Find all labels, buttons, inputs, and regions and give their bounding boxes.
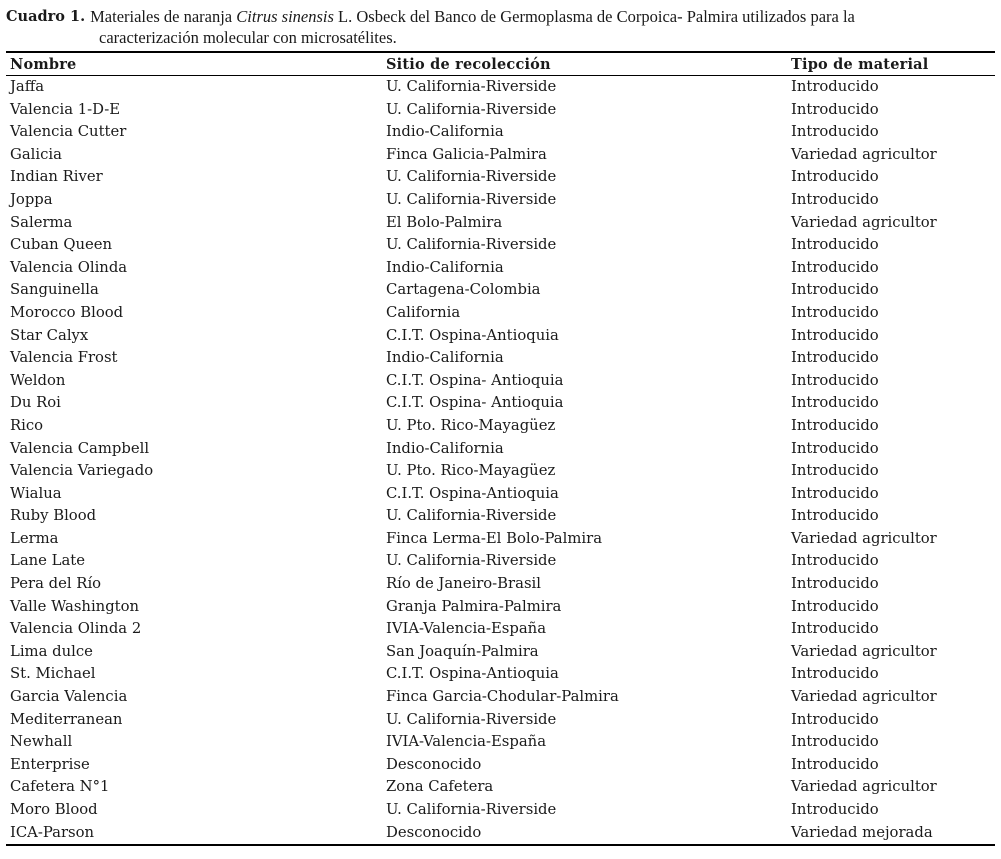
table-row [6, 76, 995, 99]
cell-sitio: Cartagena-Colombia [386, 281, 541, 299]
table-row [6, 347, 995, 370]
cell-nombre: Garcia Valencia [10, 688, 128, 706]
cell-tipo: Introducido [791, 190, 879, 208]
table-row [6, 189, 995, 212]
table-row [6, 550, 995, 573]
cell-sitio: U. Pto. Rico-Mayagüez [386, 416, 556, 434]
cell-sitio: U. California-Riverside [386, 100, 557, 118]
cell-nombre: Indian River [10, 168, 103, 186]
cell-nombre: Lane Late [10, 552, 85, 570]
table-row [6, 99, 995, 122]
cell-sitio: U. California-Riverside [386, 190, 557, 208]
cell-sitio: California [386, 303, 461, 321]
cell-nombre: Mediterranean [10, 710, 123, 728]
caption-label: Cuadro 1. [6, 8, 86, 25]
cell-sitio: El Bolo-Palmira [386, 213, 503, 231]
cell-tipo: Variedad mejorada [791, 823, 933, 841]
cell-sitio: U. California-Riverside [386, 78, 557, 95]
cell-tipo: Introducido [791, 394, 879, 412]
cell-sitio: Indio-California [386, 349, 504, 367]
cell-nombre: Valle Washington [10, 597, 140, 615]
table-row [6, 686, 995, 709]
cell-nombre: ICA-Parson [10, 823, 95, 841]
caption-text-part: Materiales de naranja [90, 7, 237, 26]
cell-sitio: Indio-California [386, 439, 504, 457]
cell-nombre: Galicia [10, 145, 62, 163]
table-body [6, 76, 995, 846]
cell-sitio: Finca Lerma-El Bolo-Palmira [386, 529, 603, 547]
cell-nombre: Cafetera N°1 [10, 778, 110, 796]
cell-tipo: Introducido [791, 303, 879, 321]
cell-sitio: Indio-California [386, 123, 504, 141]
cell-tipo: Introducido [791, 597, 879, 615]
cell-tipo: Introducido [791, 258, 879, 276]
cell-tipo: Variedad agricultor [791, 688, 937, 706]
cell-tipo: Introducido [791, 575, 879, 593]
cell-sitio: Finca Garcia-Chodular-Palmira [386, 688, 619, 706]
table-caption [6, 6, 995, 27]
table-row [6, 618, 995, 641]
table-row [6, 731, 995, 754]
cell-sitio: U. California-Riverside [386, 710, 557, 728]
cell-tipo: Introducido [791, 710, 879, 728]
cell-nombre: Sanguinella [10, 281, 99, 299]
cell-tipo: Introducido [791, 100, 879, 118]
cell-tipo: Variedad agricultor [791, 642, 937, 660]
cell-sitio: C.I.T. Ospina- Antioquia [386, 394, 564, 412]
cell-nombre: Valencia Frost [10, 349, 118, 367]
cell-tipo: Introducido [791, 755, 879, 773]
cell-nombre: Star Calyx [10, 326, 89, 344]
header-nombre: Nombre [10, 56, 77, 73]
cell-tipo: Introducido [791, 552, 879, 570]
cell-tipo: Introducido [791, 484, 879, 502]
table-row [6, 709, 995, 732]
cell-sitio: U. California-Riverside [386, 168, 557, 186]
cell-nombre: Salerma [10, 213, 73, 231]
table-row [6, 822, 995, 846]
table-row [6, 438, 995, 461]
header-tipo: Tipo de material [791, 56, 929, 73]
cell-sitio: C.I.T. Ospina-Antioquia [386, 326, 559, 344]
caption-text-part: L. Osbeck del Banco de Germoplasma de Corpoica- Palmira utilizados para la [333, 7, 855, 26]
cell-nombre: Morocco Blood [10, 303, 124, 321]
table-row [6, 573, 995, 596]
cell-sitio: U. Pto. Rico-Mayagüez [386, 462, 556, 480]
cell-tipo: Introducido [791, 168, 879, 186]
cell-sitio: IVIA-Valencia-España [386, 733, 547, 751]
cell-nombre: Valencia 1-D-E [10, 100, 121, 118]
cell-tipo: Introducido [791, 733, 879, 751]
cell-nombre: Ruby Blood [10, 507, 97, 525]
cell-nombre: Weldon [10, 371, 66, 389]
cell-tipo: Introducido [791, 349, 879, 367]
cell-tipo: Variedad agricultor [791, 778, 937, 796]
table-row [6, 528, 995, 551]
cell-sitio: C.I.T. Ospina-Antioquia [386, 665, 559, 683]
cell-tipo: Introducido [791, 236, 879, 254]
header-sitio: Sitio de recolección [386, 56, 551, 73]
table-row [6, 257, 995, 280]
table-row [6, 415, 995, 438]
cell-sitio: Indio-California [386, 258, 504, 276]
cell-tipo: Introducido [791, 507, 879, 525]
cell-sitio: Desconocido [386, 755, 482, 773]
table-row [6, 505, 995, 528]
cell-nombre: Cuban Queen [10, 236, 113, 254]
cell-nombre: Valencia Campbell [10, 439, 150, 457]
cell-tipo: Introducido [791, 281, 879, 299]
cell-nombre: Valencia Olinda 2 [10, 620, 142, 638]
cell-tipo: Introducido [791, 801, 879, 818]
table-row [6, 460, 995, 483]
cell-sitio: Granja Palmira-Palmira [386, 597, 562, 615]
cell-tipo: Introducido [791, 371, 879, 389]
cell-sitio: U. California-Riverside [386, 236, 557, 254]
cell-sitio: U. California-Riverside [386, 552, 557, 570]
cell-tipo: Variedad agricultor [791, 529, 937, 547]
cell-nombre: Du Roi [10, 394, 61, 412]
cell-sitio: San Joaquín-Palmira [386, 642, 539, 660]
table-row [6, 166, 995, 189]
cell-tipo: Introducido [791, 123, 879, 141]
table-row [6, 279, 995, 302]
cell-tipo: Introducido [791, 462, 879, 480]
cell-sitio: Río de Janeiro-Brasil [386, 575, 541, 593]
cell-tipo: Introducido [791, 326, 879, 344]
cell-nombre: Jaffa [10, 78, 45, 95]
cell-nombre: Valencia Variegado [10, 462, 154, 480]
cell-tipo: Introducido [791, 416, 879, 434]
cell-sitio: Desconocido [386, 823, 482, 841]
table-row [6, 302, 995, 325]
table-row [6, 392, 995, 415]
table-row [6, 776, 995, 799]
cell-tipo: Introducido [791, 439, 879, 457]
table-row [6, 641, 995, 664]
cell-nombre: Enterprise [10, 755, 90, 773]
caption-species: Citrus sinensis [236, 7, 334, 26]
cell-tipo: Variedad agricultor [791, 145, 937, 163]
table-header-row [6, 52, 995, 76]
cell-nombre: Newhall [10, 733, 73, 751]
cell-nombre: Valencia Cutter [10, 123, 127, 141]
cell-sitio: Zona Cafetera [386, 778, 494, 796]
table-row [6, 799, 995, 822]
cell-sitio: U. California-Riverside [386, 801, 557, 818]
caption-text [90, 6, 855, 27]
cell-nombre: St. Michael [10, 665, 96, 683]
cell-sitio: Finca Galicia-Palmira [386, 145, 547, 163]
caption-line-2: caracterización molecular con microsatélites. [99, 28, 397, 47]
table-row [6, 325, 995, 348]
table-row [6, 483, 995, 506]
cell-tipo: Introducido [791, 620, 879, 638]
cell-nombre: Lima dulce [10, 642, 93, 660]
cell-nombre: Moro Blood [10, 801, 98, 818]
cell-nombre: Pera del Río [10, 575, 102, 593]
cell-nombre: Valencia Olinda [10, 258, 128, 276]
table-row [6, 144, 995, 167]
table-row [6, 234, 995, 257]
table-row [6, 370, 995, 393]
cell-tipo: Variedad agricultor [791, 213, 937, 231]
cell-nombre: Wialua [10, 484, 62, 502]
germplasm-table [6, 51, 995, 846]
table-row [6, 212, 995, 235]
cell-nombre: Joppa [10, 190, 53, 208]
table-row [6, 663, 995, 686]
table-row [6, 754, 995, 777]
cell-sitio: U. California-Riverside [386, 507, 557, 525]
table-row [6, 596, 995, 619]
cell-tipo: Introducido [791, 78, 879, 95]
table-row [6, 121, 995, 144]
cell-nombre: Rico [10, 416, 44, 434]
cell-nombre: Lerma [10, 529, 59, 547]
cell-tipo: Introducido [791, 665, 879, 683]
cell-sitio: C.I.T. Ospina- Antioquia [386, 371, 564, 389]
cell-sitio: C.I.T. Ospina-Antioquia [386, 484, 559, 502]
cell-sitio: IVIA-Valencia-España [386, 620, 547, 638]
